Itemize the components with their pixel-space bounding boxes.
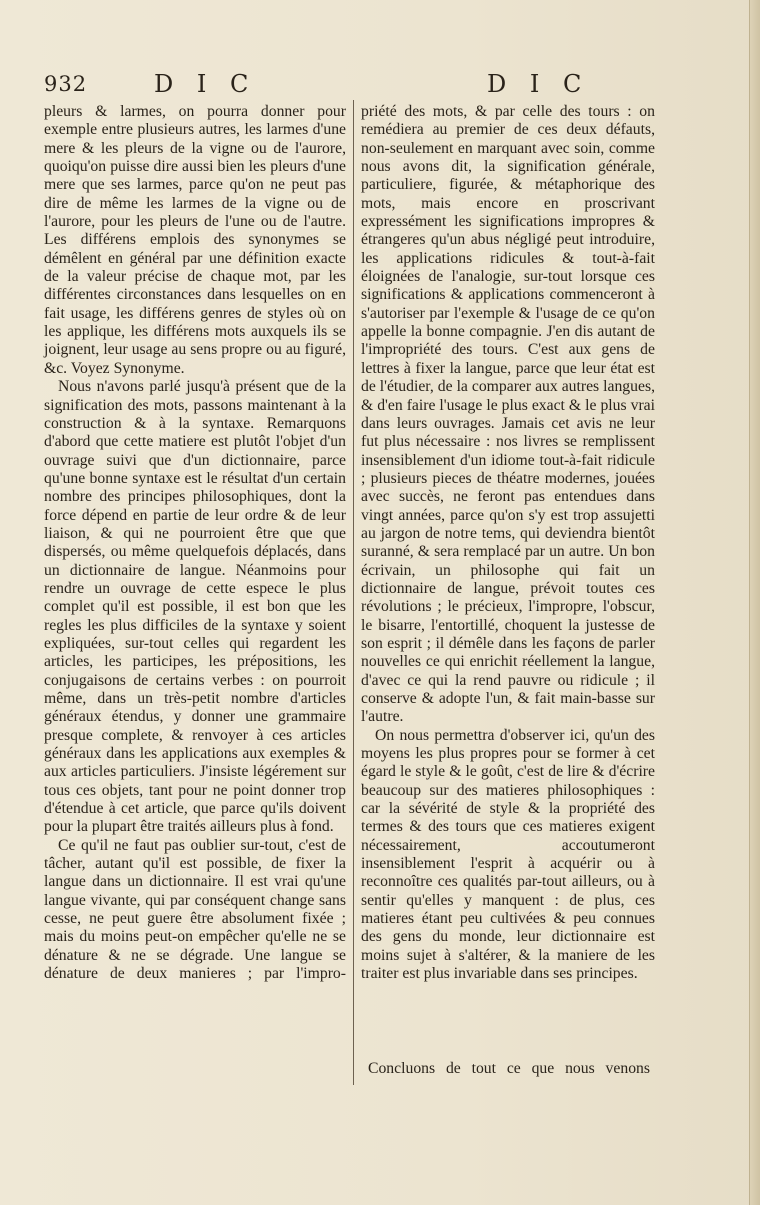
page-number: 932 [44,72,88,96]
page-header [0,70,760,104]
left-paragraph-2: Nous n'avons parlé jusqu'à présent que de la signification des mots, passons maintenant à la construction & à la syntaxe. Remarquons d'abord que cette matiere est plutôt l'objet d'un ouvrage suivi que d'un dictionnaire, parce qu'une bonne syntaxe est le résultat d'un certain nombre des principes philosophiques, dont la force dépend en partie de leur ordre & de leur liaison, & qui ne pourroient être que que dispersés, ou même quelquefois déplacés, dans un dictionnaire de langue. Néanmoins pour rendre un ouvrage de cette espece le plus complet qu'il est possible, il est bon que les regles les plus difficiles de la syntaxe y soient expliquées, sur-tout celles qui regardent les articles, les participes, les prépositions, les conjugaisons de certains verbes : on pourroit même, dans un très-petit nombre d'articles généraux étendus, y donner une grammaire presque complete, & renvoyer à ces articles généraux dans les applications aux exemples & aux articles particuliers. J'insiste légérement sur tous ces objets, tant pour ne point donner trop d'étendue à cet article, que parce qu'ils doivent pour la plupart être traités ailleurs plus à fond. [44,378,346,836]
running-head-left: D I C [154,70,257,98]
catchline: Concluons de tout ce que nous venons [368,1060,650,1077]
left-column [44,103,346,1083]
left-paragraph-1: pleurs & larmes, on pourra donner pour exemple entre plusieurs autres, les larmes d'une mere & les pleurs de la vigne ou de l'aurore, quoiqu'on puisse dire aussi bien les pleurs d'une mere que ses larmes, parce qu'on ne peut pas dire de même les larmes de la vigne ou de l'aurore, pour les pleurs de l'une ou de l'autre. Les différens emplois des synonymes se démêlent en général par une définition exacte de la valeur précise de chaque mot, par les différentes circonstances dans lesquelles on en fait usage, les différens genres de styles où on les applique, les différens mots auxquels ils se joignent, leur usage au sens propre ou au figuré, &c. Voyez Synonyme. [44,103,346,377]
right-paragraph-2: On nous permettra d'observer ici, qu'un des moyens les plus propres pour se former à cet égard le style & le goût, c'est de lire & d'écrire beaucoup sur des matieres philosophiques : car la sévérité de style & la propriété des termes & des tours que ces matieres exigent nécessairement, accoutumeront insensiblement l'esprit à acquérir ou à reconnoître ces qualités par-tout ailleurs, ou à sentir qu'elles y manquent : de plus, ces matieres étant peu cultivées & peu connues des gens du monde, leur dictionnaire est moins sujet à s'altérer, & la maniere de les traiter est plus invariable dans ses principes. [361,726,655,983]
column-divider [353,100,354,1085]
right-column [361,103,655,1083]
running-head-right: D I C [487,70,590,98]
left-paragraph-3: Ce qu'il ne faut pas oublier sur-tout, c'est de tâcher, autant qu'il est possible, de fixer la langue dans un dictionnaire. Il est vrai qu'une langue vivante, qui par conséquent change sans cesse, ne peut guere être absolument fixée ; mais du moins peut-on empêcher qu'elle ne se dénature & ne se dégrade. Une langue se dénature de deux manieres ; par l'impro- [44,836,346,983]
page-edge [749,0,760,1205]
right-paragraph-1: priété des mots, & par celle des tours : on remédiera au premier de ces deux défauts, non-seulement en marquant avec soin, comme nous avons dit, la signification générale, particuliere, figurée, & métaphorique des mots, mais encore en proscrivant expressément les significations impropres & étrangeres qu'un abus négligé peut introduire, les applications ridicules & tout-à-fait éloignées de l'analogie, sur-tout lorsque ces significations & applications commenceront à s'autoriser par l'exemple & l'usage de ce qu'on appelle la bonne compagnie. J'en dis autant de l'impropriété des tours. C'est aux gens de lettres à fixer la langue, parce que leur état est de l'étudier, de la comparer aux autres langues, & d'en faire l'usage le plus exact & le plus vrai dans leurs ouvrages. Jamais cet avis ne leur fut plus nécessaire : nos livres se remplissent insensiblement d'un idiome tout-à-fait ridicule ; plusieurs pieces de théatre modernes, jouées avec succès, ne feront pas entendues dans vingt années, parce qu'on s'y est trop assujetti au jargon de notre tems, qui deviendra bientôt suranné, & sera remplacé par un autre. Un bon écrivain, un philosophe qui fait un dictionnaire de langue, prévoit toutes ces révolutions ; le précieux, l'impropre, l'obscur, le bisarre, l'entortillé, choquent la justesse de son esprit ; il démêle dans les façons de parler nouvelles ce qui enrichit réellement la langue, d'avec ce qui la rend pauvre ou ridicule ; il conserve & adopte l'un, & fait main-basse sur l'autre. [361,103,655,726]
